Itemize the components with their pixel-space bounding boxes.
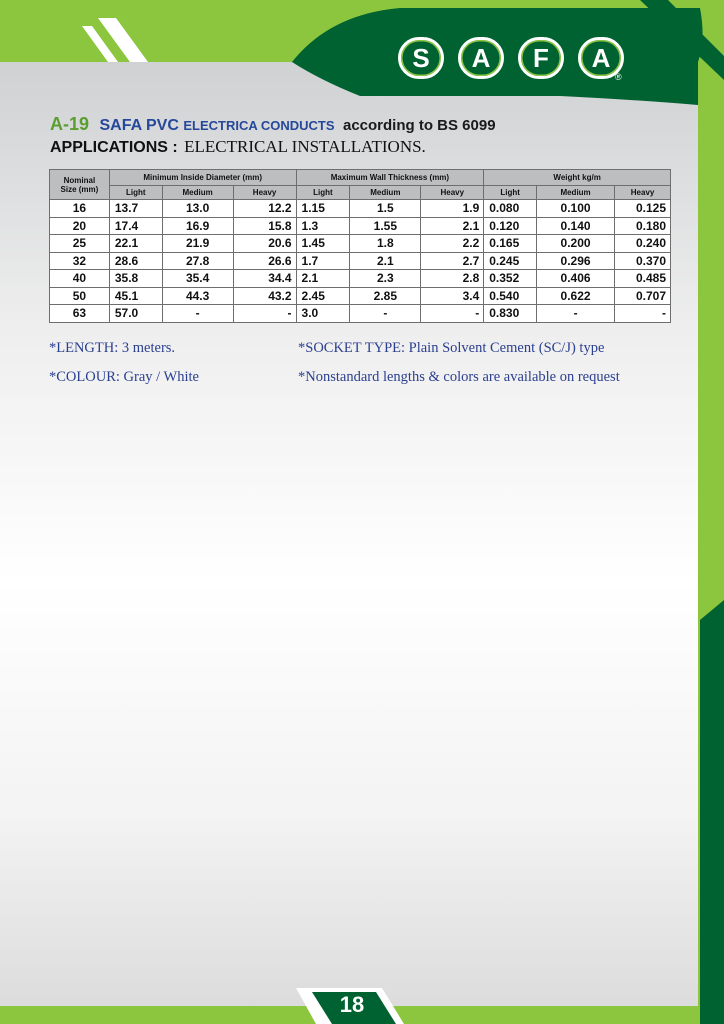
table-cell: 1.55 xyxy=(350,217,421,235)
table-cell: 0.240 xyxy=(615,235,671,253)
subheader-medium: Medium xyxy=(350,186,421,200)
note-nonstandard: *Nonstandard lengths & colors are available on request xyxy=(298,369,620,385)
table-cell: 0.830 xyxy=(484,305,537,323)
specification-table-body xyxy=(50,200,671,323)
nominal-size-cell: 40 xyxy=(50,270,110,288)
subheader-heavy: Heavy xyxy=(615,186,671,200)
table-cell: - xyxy=(350,305,421,323)
table-cell: 45.1 xyxy=(109,287,162,305)
table-cell: 0.622 xyxy=(537,287,615,305)
table-cell: - xyxy=(421,305,484,323)
product-code: A-19 xyxy=(50,114,90,134)
subheader-medium: Medium xyxy=(162,186,233,200)
table-cell: 17.4 xyxy=(109,217,162,235)
table-cell: 1.7 xyxy=(296,252,350,270)
right-side-strip xyxy=(700,600,724,1024)
table-cell: 21.9 xyxy=(162,235,233,253)
table-cell: 35.8 xyxy=(109,270,162,288)
table-cell: 0.485 xyxy=(615,270,671,288)
table-cell: 1.3 xyxy=(296,217,350,235)
table-cell: 1.5 xyxy=(350,200,421,218)
nominal-header-line2: Size (mm) xyxy=(60,184,99,194)
note-colour: *COLOUR: Gray / White xyxy=(49,369,199,385)
applications-label: APPLICATIONS : xyxy=(50,139,178,156)
table-cell: 20.6 xyxy=(233,235,296,253)
table-cell: - xyxy=(615,305,671,323)
subheader-heavy: Heavy xyxy=(233,186,296,200)
table-row xyxy=(50,270,671,288)
nominal-size-cell: 20 xyxy=(50,217,110,235)
product-heading xyxy=(50,114,496,135)
nominal-size-cell: 50 xyxy=(50,287,110,305)
table-cell: 2.2 xyxy=(421,235,484,253)
product-title-brand: SAFA PVC xyxy=(99,117,179,134)
table-cell: 28.6 xyxy=(109,252,162,270)
subheader-light: Light xyxy=(109,186,162,200)
product-standard: according to BS 6099 xyxy=(342,117,496,134)
table-cell: 0.140 xyxy=(537,217,615,235)
table-cell: 0.165 xyxy=(484,235,537,253)
nominal-size-cell: 16 xyxy=(50,200,110,218)
table-cell: 0.245 xyxy=(484,252,537,270)
table-cell: 1.9 xyxy=(421,200,484,218)
group-header-weight: Weight kg/m xyxy=(484,170,671,186)
table-cell: 22.1 xyxy=(109,235,162,253)
table-cell: 15.8 xyxy=(233,217,296,235)
table-cell: 27.8 xyxy=(162,252,233,270)
table-cell: 2.7 xyxy=(421,252,484,270)
subheader-light: Light xyxy=(296,186,350,200)
table-cell: - xyxy=(537,305,615,323)
table-cell: 1.45 xyxy=(296,235,350,253)
table-cell: 2.1 xyxy=(296,270,350,288)
registered-mark: ® xyxy=(615,72,622,82)
table-cell: 0.120 xyxy=(484,217,537,235)
table-cell: 2.3 xyxy=(350,270,421,288)
table-cell: 0.296 xyxy=(537,252,615,270)
table-cell: 16.9 xyxy=(162,217,233,235)
table-cell: 0.352 xyxy=(484,270,537,288)
table-cell: 13.7 xyxy=(109,200,162,218)
table-cell: 26.6 xyxy=(233,252,296,270)
table-row xyxy=(50,252,671,270)
table-cell: - xyxy=(233,305,296,323)
table-cell: 0.080 xyxy=(484,200,537,218)
table-cell: 57.0 xyxy=(109,305,162,323)
group-header-inside-diameter: Minimum Inside Diameter (mm) xyxy=(109,170,296,186)
table-cell: 35.4 xyxy=(162,270,233,288)
table-row xyxy=(50,217,671,235)
table-cell: 12.2 xyxy=(233,200,296,218)
note-length: *LENGTH: 3 meters. xyxy=(49,340,176,356)
table-row xyxy=(50,235,671,253)
table-cell: 0.200 xyxy=(537,235,615,253)
table-cell: 0.180 xyxy=(615,217,671,235)
table-cell: 3.4 xyxy=(421,287,484,305)
table-cell: 0.540 xyxy=(484,287,537,305)
table-cell: 0.125 xyxy=(615,200,671,218)
subheader-heavy: Heavy xyxy=(421,186,484,200)
table-cell: 2.45 xyxy=(296,287,350,305)
table-row xyxy=(50,200,671,218)
safa-logo xyxy=(398,37,624,83)
applications-line xyxy=(50,137,426,157)
table-cell: 1.15 xyxy=(296,200,350,218)
note-socket-type: *SOCKET TYPE: Plain Solvent Cement (SC/J) type xyxy=(298,340,605,356)
table-cell: 3.0 xyxy=(296,305,350,323)
nominal-size-header xyxy=(50,170,110,200)
table-row xyxy=(50,287,671,305)
table-cell: 2.8 xyxy=(421,270,484,288)
page-number: 18 xyxy=(339,992,365,1017)
table-cell: 2.85 xyxy=(350,287,421,305)
nominal-size-cell: 32 xyxy=(50,252,110,270)
logo-letter-s: S xyxy=(398,37,444,79)
nominal-header-line1: Nominal xyxy=(63,175,96,185)
table-cell: 0.100 xyxy=(537,200,615,218)
specification-table xyxy=(49,169,671,323)
logo-letter-a: A xyxy=(458,37,504,79)
table-cell: 43.2 xyxy=(233,287,296,305)
table-cell: 13.0 xyxy=(162,200,233,218)
subheader-medium: Medium xyxy=(537,186,615,200)
table-cell: 2.1 xyxy=(350,252,421,270)
table-cell: 44.3 xyxy=(162,287,233,305)
nominal-size-cell: 25 xyxy=(50,235,110,253)
table-cell: 1.8 xyxy=(350,235,421,253)
table-cell: 0.406 xyxy=(537,270,615,288)
table-cell: - xyxy=(162,305,233,323)
applications-value: ELECTRICAL INSTALLATIONS. xyxy=(184,137,426,156)
table-cell: 34.4 xyxy=(233,270,296,288)
group-header-wall-thickness: Maximum Wall Thickness (mm) xyxy=(296,170,484,186)
nominal-size-cell: 63 xyxy=(50,305,110,323)
table-row xyxy=(50,305,671,323)
product-title-name: ELECTRICA CONDUCTS xyxy=(183,118,335,133)
table-cell: 2.1 xyxy=(421,217,484,235)
subheader-light: Light xyxy=(484,186,537,200)
logo-letter-f: F xyxy=(518,37,564,79)
table-cell: 0.707 xyxy=(615,287,671,305)
table-cell: 0.370 xyxy=(615,252,671,270)
logo-letter-a2: A xyxy=(578,37,624,79)
